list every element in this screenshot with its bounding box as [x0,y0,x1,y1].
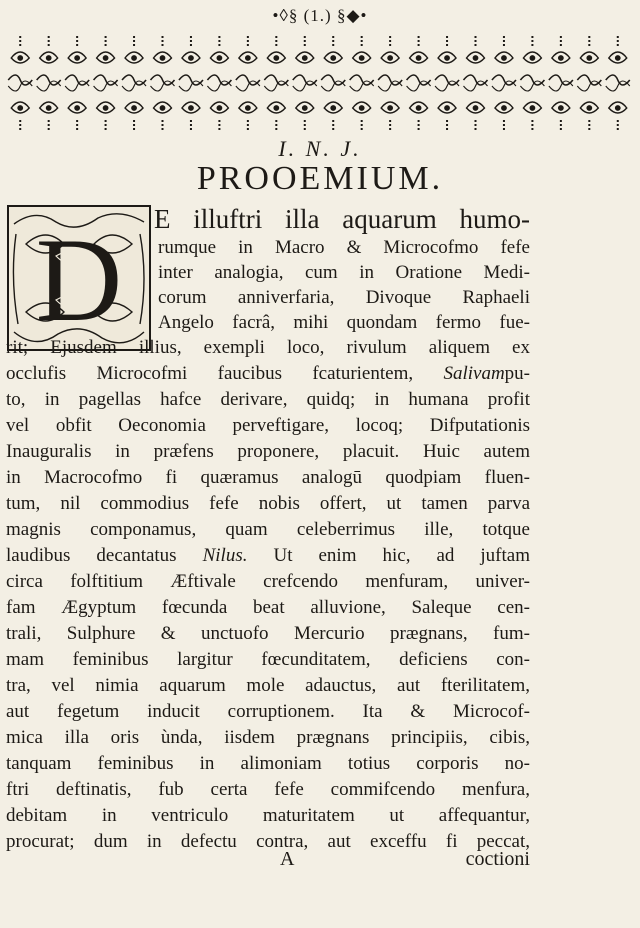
text-line: E illuftri illa aquarum humo- [154,204,530,234]
text-line: tra, vel nimia aquarum mole adauctus, aut fterilitatem, [6,675,530,696]
text-line: debitam in ventriculo maturitatem ut affequantur, [6,805,530,826]
page-number: •◊§ (1.) §◆• [272,6,368,25]
text-line: Inauguralis in præfens proponere, placuit. Huic autem [6,441,530,462]
text-line [6,544,530,568]
text-line: vel obfit Oeconomia perveftigare, locoq; Difputationis [6,415,530,436]
text-segment: pu- [504,363,530,384]
signature-mark: A [280,848,295,870]
text-line: in Macrocofmo fi quæramus analogū quodpiam fluen- [6,467,530,488]
text-line: fam Ægyptum fœcunda beat alluvione, Saleque cen- [6,597,530,618]
text-line: circa folftitium Æftivale crefcendo menfuram, univer- [6,571,530,592]
text-line: inter analogia, cum in Oratione Medi- [158,262,530,283]
text-line: rumque in Macro & Microcofmo fefe [158,237,530,258]
text-line: aut fegetum inducit corruptionem. Ita & Microcof- [6,701,530,722]
text-line: mica illa oris ùnda, iisdem prægnans principiis, cibis, [6,727,530,748]
catchword: coctioni [465,848,530,870]
text-line: rit; Ejusdem illius, exempli loco, rivulum aliquem ex [6,337,530,358]
text-line: tum, nil commodius fefe nobis offert, ut tamen parva [6,493,530,514]
page-signature-line: I. N. J. [278,136,362,161]
text-line: tanquam feminibus in alimoniam totius corporis no- [6,753,530,774]
text-segment: occlufis Microcofmi faucibus fcaturientem, [6,363,444,384]
italic-term: Salivam [443,363,505,384]
text-line: procurat; dum in defectu contra, aut exceffu fi peccat, [6,831,530,852]
italic-term: Nilus. [202,545,248,566]
chapter-title: PROOEMIUM. [196,160,444,197]
text-line: magnis componamus, quam celeberrimus ille, totque [6,519,530,540]
text-segment: laudibus decantatus [6,545,203,566]
dropcap-letter: D [35,213,123,346]
text-segment: Ut enim hic, ad juftam [247,545,530,566]
text-line: mam feminibus largitur fœcunditatem, deficiens con- [6,649,530,670]
text-line: Angelo facrâ, mihi quondam fermo fue- [158,312,530,333]
text-line: trali, Sulphure & unctuofo Mercurio prægnans, fum- [6,623,530,644]
text-line: corum anniverfaria, Divoque Raphaeli [158,287,530,308]
text-line [6,362,530,386]
text-line: to, in pagellas hafce derivare, quidq; in humana profit [6,389,530,410]
text-line: ftri deftinatis, fub certa fefe commifcendo menfura, [6,779,530,800]
